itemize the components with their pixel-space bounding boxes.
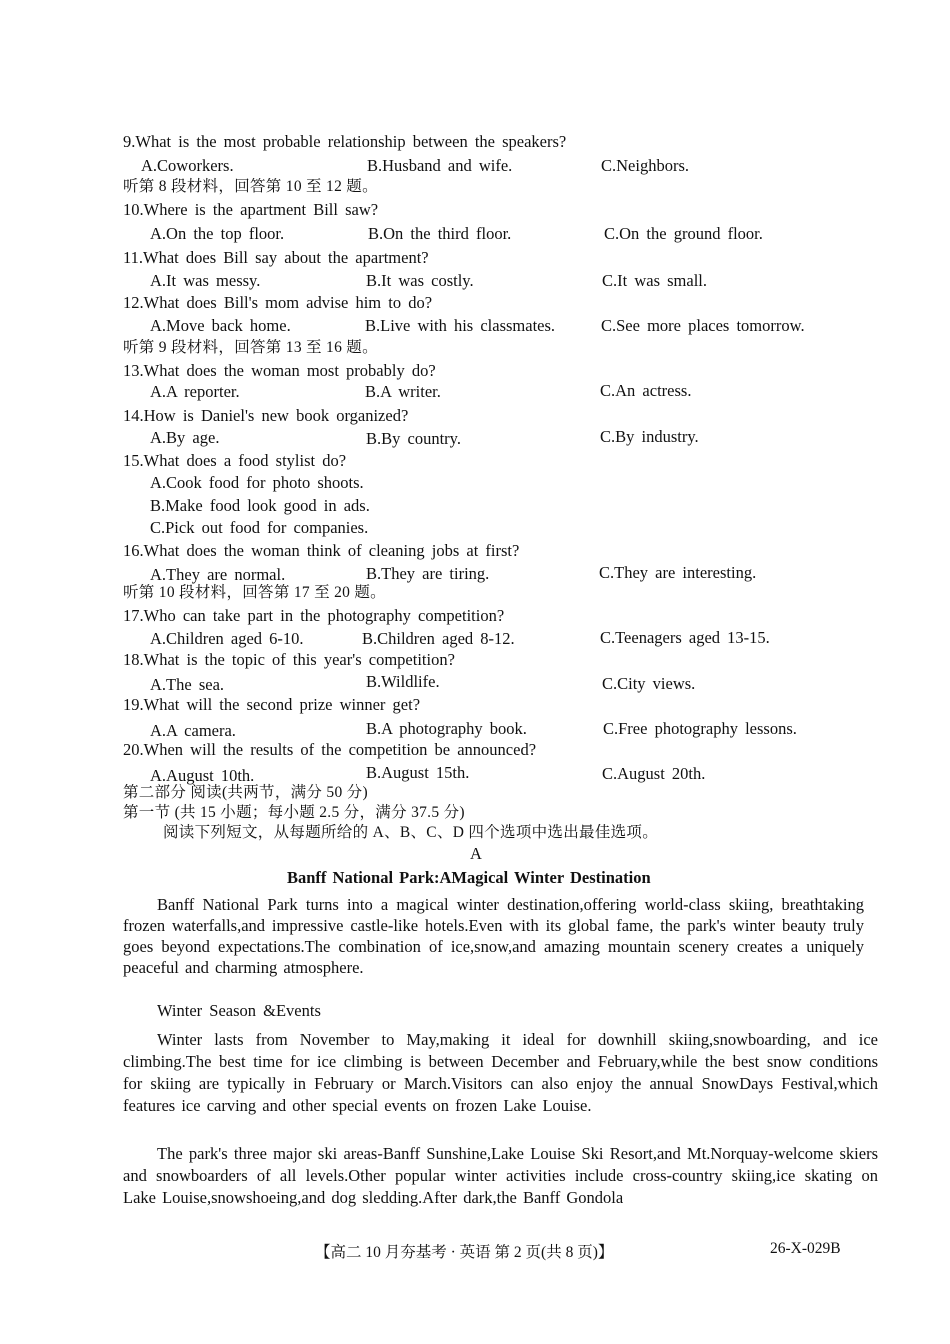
- q9-option-b[interactable]: B.Husband and wife.: [367, 156, 513, 175]
- q18-option-a[interactable]: A.The sea.: [150, 675, 225, 694]
- q13-option-c[interactable]: C.An actress.: [600, 381, 692, 400]
- question-9: 9.What is the most probable relationship between the speakers?: [123, 132, 567, 151]
- q11-option-c[interactable]: C.It was small.: [602, 271, 707, 290]
- q10-option-c[interactable]: C.On the ground floor.: [604, 224, 763, 243]
- passage-paragraph-1: Banff National Park turns into a magical winter destination,offering world-class skiing, breathtaking frozen waterfalls,and impressive castle-like hotels.Even with its global fame, the park's winter beauty truly goes beyond expectations.The combination of ice,snow,and amazing mountain scenery creates a uniquely peaceful and charming atmosphere.: [123, 895, 864, 977]
- q9-option-c[interactable]: C.Neighbors.: [601, 156, 689, 175]
- part-two-heading: 第二部分 阅读(共两节，满分 50 分): [123, 784, 368, 801]
- q15-option-b[interactable]: B.Make food look good in ads.: [150, 496, 370, 515]
- reading-instruction: 阅读下列短文，从每题所给的 A、B、C、D 四个选项中选出最佳选项。: [163, 824, 659, 841]
- question-18: 18.What is the topic of this year's competition?: [123, 650, 455, 669]
- q20-option-a[interactable]: A.August 10th.: [150, 766, 255, 785]
- q18-option-c[interactable]: C.City views.: [602, 674, 696, 693]
- question-14: 14.How is Daniel's new book organized?: [123, 406, 409, 425]
- question-13: 13.What does the woman most probably do?: [123, 361, 436, 380]
- q16-option-b[interactable]: B.They are tiring.: [366, 564, 490, 583]
- q14-option-c[interactable]: C.By industry.: [600, 427, 699, 446]
- question-19: 19.What will the second prize winner get?: [123, 695, 421, 714]
- q16-option-c[interactable]: C.They are interesting.: [599, 563, 757, 582]
- q19-option-a[interactable]: A.A camera.: [150, 721, 236, 740]
- q13-option-b[interactable]: B.A writer.: [365, 382, 441, 401]
- section-9-instruction: 听第 9 段材料，回答第 13 至 16 题。: [123, 339, 378, 356]
- section-one-heading: 第一节 (共 15 小题；每小题 2.5 分，满分 37.5 分): [123, 804, 465, 821]
- q18-option-b[interactable]: B.Wildlife.: [366, 672, 440, 691]
- q12-option-b[interactable]: B.Live with his classmates.: [365, 316, 556, 335]
- question-11: 11.What does Bill say about the apartment?: [123, 248, 429, 267]
- q19-option-c[interactable]: C.Free photography lessons.: [603, 719, 797, 738]
- question-12: 12.What does Bill's mom advise him to do?: [123, 293, 433, 312]
- q14-option-b[interactable]: B.By country.: [366, 429, 461, 448]
- q19-option-b[interactable]: B.A photography book.: [366, 719, 527, 738]
- q17-option-b[interactable]: B.Children aged 8-12.: [362, 629, 515, 648]
- passage-title: Banff National Park:AMagical Winter Destination: [287, 868, 651, 887]
- q20-option-b[interactable]: B.August 15th.: [366, 763, 470, 782]
- q12-option-c[interactable]: C.See more places tomorrow.: [601, 316, 805, 335]
- question-16: 16.What does the woman think of cleaning jobs at first?: [123, 541, 520, 560]
- q10-option-b[interactable]: B.On the third floor.: [368, 224, 512, 243]
- section-8-instruction: 听第 8 段材料，回答第 10 至 12 题。: [123, 178, 378, 195]
- q9-option-a[interactable]: A.Coworkers.: [141, 156, 234, 175]
- passage-paragraph-3: The park's three major ski areas-Banff Sunshine,Lake Louise Ski Resort,and Mt.Norquay-welcome skiers and snowboarders of all levels.Other popular winter activities include cross-country skiing,ice skating on Lake Louise,snowshoeing,and dog sledding.After dark,the Banff Gondola: [123, 1144, 878, 1207]
- q11-option-a[interactable]: A.It was messy.: [150, 271, 261, 290]
- section-10-instruction: 听第 10 段材料，回答第 17 至 20 题。: [123, 584, 386, 601]
- passage-subheading: Winter Season &Events: [157, 1001, 321, 1020]
- passage-paragraph-2: Winter lasts from November to May,making it ideal for downhill skiing,snowboarding, and ice climbing.The best time for ice climbing is between December and February,while the best snow conditions for skiing are typically in February or March.Visitors can also enjoy the annual SnowDays Festival,which features ice carving and other special events on frozen Lake Louise.: [123, 1030, 878, 1115]
- q15-option-a[interactable]: A.Cook food for photo shoots.: [150, 473, 364, 492]
- question-15: 15.What does a food stylist do?: [123, 451, 347, 470]
- question-20: 20.When will the results of the competition be announced?: [123, 740, 537, 759]
- question-17: 17.Who can take part in the photography competition?: [123, 606, 505, 625]
- question-10: 10.Where is the apartment Bill saw?: [123, 200, 379, 219]
- q13-option-a[interactable]: A.A reporter.: [150, 382, 240, 401]
- q11-option-b[interactable]: B.It was costly.: [366, 271, 474, 290]
- q20-option-c[interactable]: C.August 20th.: [602, 764, 706, 783]
- q16-option-a[interactable]: A.They are normal.: [150, 565, 286, 584]
- q10-option-a[interactable]: A.On the top floor.: [150, 224, 285, 243]
- q17-option-c[interactable]: C.Teenagers aged 13-15.: [600, 628, 770, 647]
- page-footer: 【高二 10 月夯基考 · 英语 第 2 页(共 8 页)】: [315, 1244, 614, 1261]
- passage-letter: A: [470, 844, 482, 863]
- paper-code: 26-X-029B: [770, 1240, 841, 1257]
- q14-option-a[interactable]: A.By age.: [150, 428, 220, 447]
- q15-option-c[interactable]: C.Pick out food for companies.: [150, 518, 369, 537]
- q17-option-a[interactable]: A.Children aged 6-10.: [150, 629, 304, 648]
- q12-option-a[interactable]: A.Move back home.: [150, 316, 291, 335]
